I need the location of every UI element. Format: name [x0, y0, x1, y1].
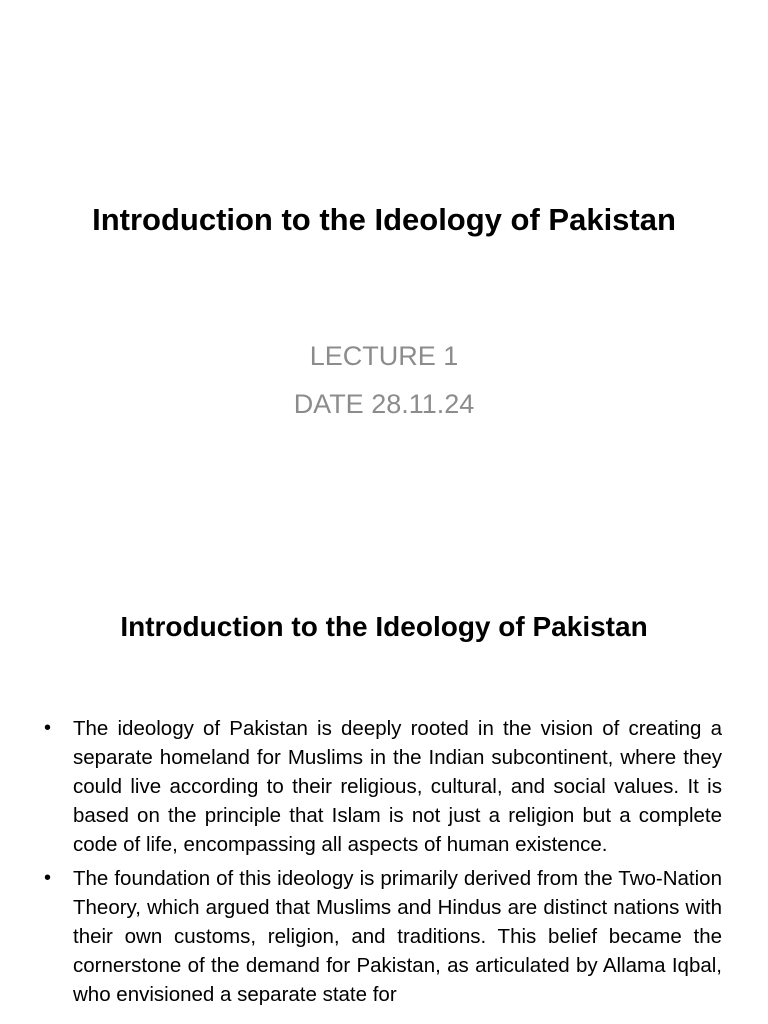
lecture-number: LECTURE 1	[309, 341, 459, 371]
bullet-dot-icon: •	[44, 867, 52, 889]
bullet-dot-icon: •	[44, 717, 52, 739]
slide-title-heading: Introduction to the Ideology of Pakistan	[92, 202, 676, 237]
bullet-list	[40, 714, 722, 1014]
slide-subtitle	[0, 332, 768, 428]
bullet-item	[40, 714, 722, 859]
bullet-text: The foundation of this ideology is primarily derived from the Two-Nation Theory, which argued that Muslims and Hindus are distinct nations with their own customs, religion, and traditions. This belief became the cornerstone of the demand for Pakistan, as articulated by Allama Iqbal, who envisioned a separate state for	[73, 867, 722, 1006]
bullet-text: The ideology of Pakistan is deeply rooted in the vision of creating a separate homeland for Muslims in the Indian subcontinent, where they could live according to their religious, cultural, and social values. It is based on the principle that Islam is not just a religion but a complete code of life, encompassing all aspects of human existence.	[73, 717, 722, 856]
slide-content-heading: Introduction to the Ideology of Pakistan	[120, 611, 648, 642]
bullet-item	[40, 864, 722, 1009]
slide-content	[0, 576, 768, 1024]
lecture-date: DATE 28.11.24	[293, 389, 475, 419]
